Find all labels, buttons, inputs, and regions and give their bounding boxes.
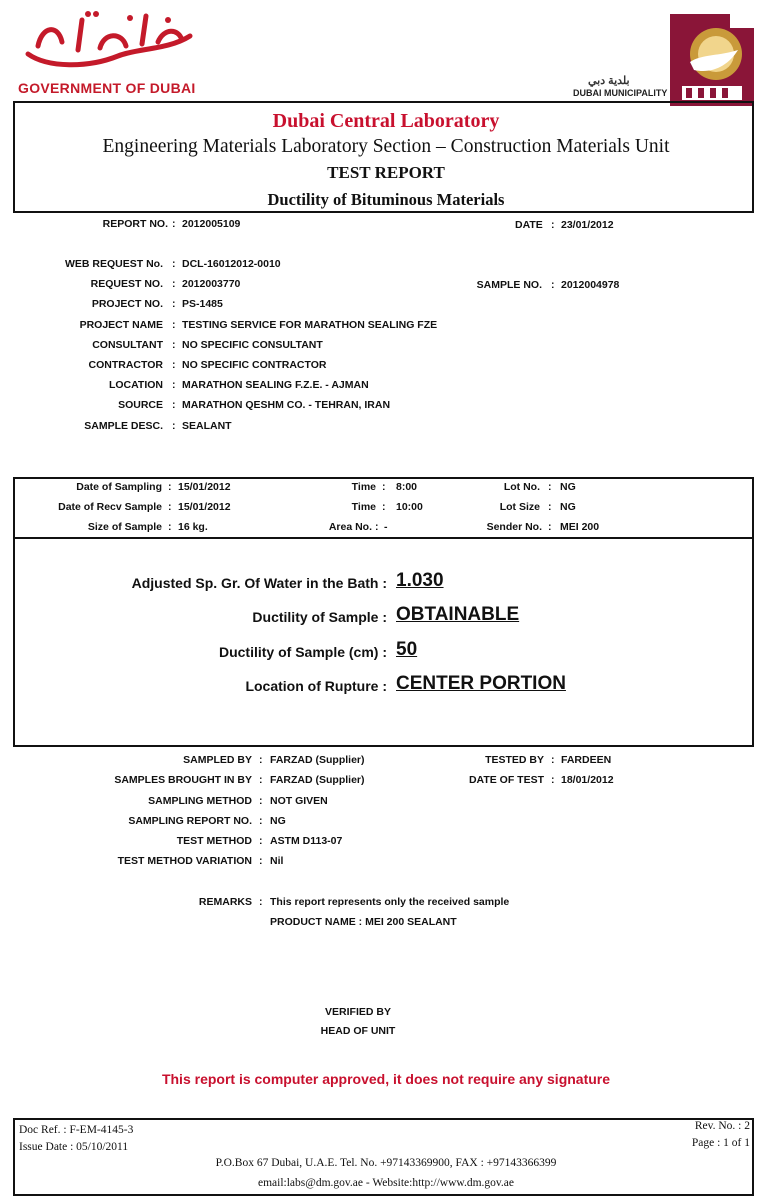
- sep: :: [259, 774, 263, 786]
- date-recv-label: Date of Recv Sample: [58, 501, 162, 513]
- date-sampling-value: 15/01/2012: [178, 481, 231, 493]
- date-value: 23/01/2012: [561, 219, 614, 231]
- size-value: 16 kg.: [178, 521, 208, 533]
- time1-label: Time: [351, 481, 376, 493]
- ductility-value: OBTAINABLE: [396, 604, 520, 625]
- sep: :: [551, 279, 555, 291]
- web-request-value: DCL-16012012-0010: [182, 258, 281, 270]
- dubai-municipality-text: DUBAI MUNICIPALITY: [573, 88, 668, 98]
- divider: [13, 537, 754, 539]
- address: P.O.Box 67 Dubai, U.A.E. Tel. No. +97143369900, FAX : +97143366399: [215, 1157, 557, 1169]
- sep: :: [168, 521, 172, 533]
- contractor-label: CONTRACTOR: [88, 359, 163, 371]
- doc-ref: Doc Ref. : F-EM-4145-3: [19, 1124, 134, 1136]
- sample-no-value: 2012004978: [561, 279, 620, 291]
- sep: :: [172, 278, 176, 290]
- sampled-by-value: FARZAD (Supplier): [270, 754, 365, 766]
- variation-value: Nil: [270, 855, 284, 867]
- date-label: DATE: [515, 219, 543, 231]
- date-test-label: DATE OF TEST: [468, 774, 544, 786]
- sep: :: [172, 298, 176, 310]
- sep: :: [172, 379, 176, 391]
- sep: :: [375, 521, 379, 533]
- sep: :: [382, 481, 386, 493]
- date-sampling-label: Date of Sampling: [76, 481, 162, 493]
- sep: :: [172, 339, 176, 351]
- sample-desc-value: SEALANT: [182, 420, 232, 432]
- time2-value: 10:00: [396, 501, 423, 513]
- lot-no-label: Lot No.: [503, 481, 540, 493]
- test-name: Ductility of Bituminous Materials: [267, 190, 505, 209]
- rupture-value: CENTER PORTION: [396, 673, 566, 694]
- sep: :: [548, 481, 552, 493]
- sep: :: [172, 399, 176, 411]
- ductility-cm-label: Ductility of Sample (cm) :: [218, 644, 387, 660]
- sep: :: [172, 258, 176, 270]
- time1-value: 8:00: [396, 481, 418, 493]
- government-of-dubai-text: GOVERNMENT OF DUBAI: [18, 80, 196, 96]
- project-name-label: PROJECT NAME: [79, 319, 163, 331]
- project-name-value: TESTING SERVICE FOR MARATHON SEALING FZE: [182, 319, 438, 331]
- sample-no-label: SAMPLE NO.: [476, 279, 542, 291]
- sep: :: [382, 501, 386, 513]
- sampling-method-label: SAMPLING METHOD: [148, 795, 252, 807]
- issue-date: Issue Date : 05/10/2011: [19, 1141, 129, 1153]
- sep: :: [168, 481, 172, 493]
- dubai-municipality-logo: [668, 14, 754, 106]
- sp-gr-label: Adjusted Sp. Gr. Of Water in the Bath :: [131, 575, 387, 591]
- sep: :: [551, 754, 555, 766]
- report-title: TEST REPORT: [327, 163, 445, 182]
- sep: :: [172, 420, 176, 432]
- sampled-by-label: SAMPLED BY: [183, 754, 252, 766]
- report-no-value: 2012005109: [182, 218, 241, 230]
- variation-label: TEST METHOD VARIATION: [117, 855, 252, 867]
- tested-by-label: TESTED BY: [485, 754, 544, 766]
- sep: :: [259, 815, 263, 827]
- contact: email:labs@dm.gov.ae - Website:http://www.dm.gov.ae: [257, 1177, 514, 1189]
- dubai-municipality-arabic: بلدية دبي: [588, 75, 630, 87]
- date-sep: :: [551, 219, 555, 231]
- sep: :: [259, 754, 263, 766]
- brought-by-value: FARZAD (Supplier): [270, 774, 365, 786]
- lab-name: Dubai Central Laboratory: [272, 110, 500, 132]
- area-label: Area No.: [328, 521, 372, 533]
- page-no: Page : 1 of 1: [691, 1137, 750, 1149]
- remarks-value: This report represents only the received sample: [270, 896, 510, 908]
- sep: :: [172, 319, 176, 331]
- lot-no-value: NG: [560, 481, 576, 493]
- ductility-label: Ductility of Sample :: [252, 609, 387, 625]
- web-request-label: WEB REQUEST No.: [64, 258, 163, 270]
- sampling-report-label: SAMPLING REPORT NO.: [128, 815, 252, 827]
- report-no-sep: :: [172, 218, 176, 230]
- verified-by: VERIFIED BY: [325, 1006, 391, 1018]
- rev-no: Rev. No. : 2: [694, 1120, 750, 1132]
- rupture-label: Location of Rupture :: [245, 678, 387, 694]
- sampling-report-value: NG: [270, 815, 286, 827]
- government-of-dubai-logo: [18, 6, 198, 76]
- consultant-label: CONSULTANT: [92, 339, 163, 351]
- area-value: -: [384, 521, 388, 533]
- sp-gr-value: 1.030: [396, 570, 444, 591]
- sep: :: [548, 501, 552, 513]
- sep: :: [551, 774, 555, 786]
- sampling-method-value: NOT GIVEN: [270, 795, 328, 807]
- test-method-value: ASTM D113-07: [270, 835, 343, 847]
- project-no-value: PS-1485: [182, 298, 223, 310]
- source-value: MARATHON QESHM CO. - TEHRAN, IRAN: [182, 399, 391, 411]
- brought-by-label: SAMPLES BROUGHT IN BY: [114, 774, 252, 786]
- lot-size-label: Lot Size: [499, 501, 540, 513]
- contractor-value: NO SPECIFIC CONTRACTOR: [182, 359, 327, 371]
- project-no-label: PROJECT NO.: [91, 298, 163, 310]
- sep: :: [259, 795, 263, 807]
- date-test-value: 18/01/2012: [561, 774, 614, 786]
- report-no-label: REPORT NO.: [102, 218, 168, 230]
- lot-size-value: NG: [560, 501, 576, 513]
- sender-value: MEI 200: [560, 521, 600, 533]
- product-name: PRODUCT NAME : MEI 200 SEALANT: [270, 916, 457, 928]
- section-title: Engineering Materials Laboratory Section – Construction Materials Unit: [102, 136, 670, 157]
- approval-notice: This report is computer approved, it does not require any signature: [161, 1071, 611, 1087]
- date-recv-value: 15/01/2012: [178, 501, 231, 513]
- location-value: MARATHON SEALING F.Z.E. - AJMAN: [182, 379, 369, 391]
- consultant-value: NO SPECIFIC CONSULTANT: [182, 339, 323, 351]
- sep: :: [259, 855, 263, 867]
- sep: :: [548, 521, 552, 533]
- test-method-label: TEST METHOD: [176, 835, 252, 847]
- sep: :: [172, 359, 176, 371]
- location-label: LOCATION: [108, 379, 163, 391]
- size-label: Size of Sample: [87, 521, 162, 533]
- remarks-label: REMARKS: [198, 896, 252, 908]
- sep: :: [259, 835, 263, 847]
- ductility-cm-value: 50: [396, 639, 418, 660]
- head-of-unit: HEAD OF UNIT: [320, 1025, 396, 1037]
- time2-label: Time: [351, 501, 376, 513]
- sample-desc-label: SAMPLE DESC.: [84, 420, 163, 432]
- tested-by-value: FARDEEN: [561, 754, 612, 766]
- source-label: SOURCE: [118, 399, 163, 411]
- sep: :: [168, 501, 172, 513]
- request-label: REQUEST NO.: [90, 278, 163, 290]
- request-value: 2012003770: [182, 278, 241, 290]
- sep: :: [259, 896, 263, 908]
- sender-label: Sender No.: [486, 521, 542, 533]
